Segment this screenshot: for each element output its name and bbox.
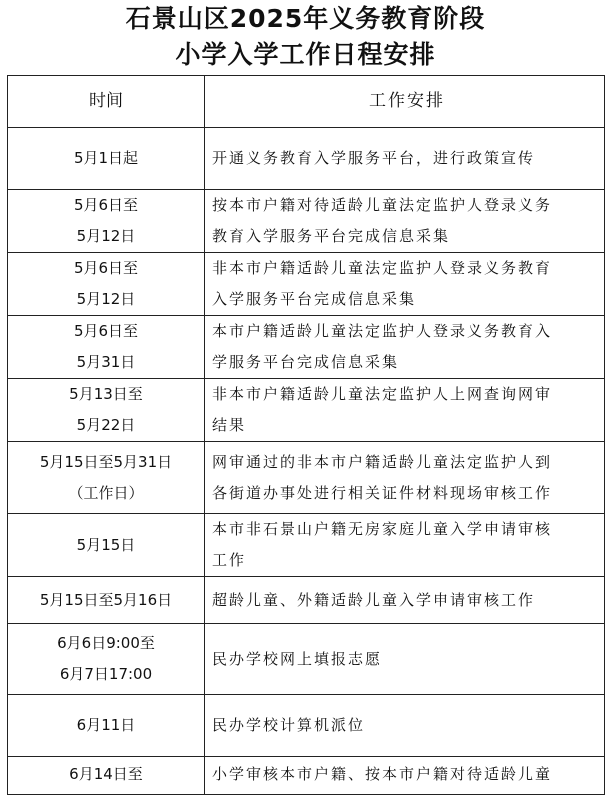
table-row — [8, 577, 605, 624]
header-task: 工作安排 — [205, 76, 605, 128]
table-row-partial — [8, 757, 605, 795]
row-time-line: 6月11日 — [76, 716, 136, 734]
row-task — [205, 190, 605, 253]
row-task — [205, 316, 605, 379]
row-time-line: 5月13日至 — [69, 385, 143, 403]
row-task-line: 本市户籍适龄儿童法定监护人登录义务教育入 — [212, 322, 553, 340]
row-task-line: 非本市户籍适龄儿童法定监护人上网查询网审 — [212, 385, 553, 403]
row-time-line: 5月6日至 — [73, 196, 139, 214]
table-row — [8, 190, 605, 253]
row-time-line: 5月15日至5月31日 — [39, 452, 173, 471]
header-time: 时间 — [8, 76, 205, 128]
row-time-line: 5月1日起 — [73, 149, 139, 167]
schedule-table — [7, 75, 605, 795]
row-time — [8, 442, 205, 514]
row-time — [8, 253, 205, 316]
row-time — [8, 190, 205, 253]
row-time-line: 5月15日至5月16日 — [39, 590, 173, 609]
row-task-line: 本市非石景山户籍无房家庭儿童入学申请审核 — [212, 520, 553, 538]
page-title-line-1: 石景山区2025年义务教育阶段 — [125, 4, 486, 33]
row-task-line: 开通义务教育入学服务平台，进行政策宣传 — [212, 149, 536, 167]
row-time-line: （工作日） — [68, 483, 144, 502]
row-time — [8, 128, 205, 190]
row-task — [205, 577, 605, 624]
row-time-line: 5月12日 — [76, 290, 136, 308]
row-task-line: 学服务平台完成信息采集 — [212, 353, 400, 371]
row-time — [8, 316, 205, 379]
row-task — [205, 514, 605, 577]
row-task-line: 超龄儿童、外籍适龄儿童入学申请审核工作 — [212, 590, 536, 609]
row-time-line: 6月7日17:00 — [59, 665, 153, 683]
table-header-row — [8, 76, 605, 128]
row-task-line: 教育入学服务平台完成信息采集 — [212, 227, 451, 245]
table-row — [8, 442, 605, 514]
row-task-line: 入学服务平台完成信息采集 — [212, 290, 417, 308]
row-task-line: 网审通过的非本市户籍适龄儿童法定监护人到 — [212, 452, 553, 471]
row-time-line: 5月6日至 — [73, 322, 139, 340]
row-task-line: 非本市户籍适龄儿童法定监护人登录义务教育 — [212, 259, 553, 277]
table-row — [8, 514, 605, 577]
row-time — [8, 379, 205, 442]
row-time-line: 5月31日 — [76, 353, 136, 371]
row-time-line: 6月6日9:00至 — [57, 634, 155, 652]
row-task-line: 工作 — [212, 551, 247, 569]
row-time-line: 5月22日 — [76, 416, 136, 434]
row-task — [205, 624, 605, 695]
row-time-line: 5月6日至 — [73, 259, 139, 277]
row-task-line: 结果 — [212, 416, 247, 434]
row-task-line: 各街道办事处进行相关证件材料现场审核工作 — [212, 483, 553, 502]
row-task — [205, 379, 605, 442]
page-title-line-2: 小学入学工作日程安排 — [175, 40, 436, 69]
table-row — [8, 379, 605, 442]
row-time-line: 5月12日 — [76, 227, 136, 245]
row-task — [205, 128, 605, 190]
table-row — [8, 624, 605, 695]
row-task-line: 民办学校计算机派位 — [212, 716, 366, 734]
row-task-line: 按本市户籍对待适龄儿童法定监护人登录义务 — [212, 196, 553, 214]
row-time — [8, 514, 205, 577]
table-row — [8, 316, 605, 379]
row-time — [8, 695, 205, 757]
row-task — [205, 695, 605, 757]
table-row — [8, 695, 605, 757]
row-task — [205, 757, 605, 795]
row-task — [205, 442, 605, 514]
row-time-line: 6月14日至 — [69, 765, 143, 783]
table-row — [8, 253, 605, 316]
row-time — [8, 624, 205, 695]
row-task-line: 民办学校网上填报志愿 — [212, 649, 383, 668]
row-time — [8, 757, 205, 795]
row-task — [205, 253, 605, 316]
row-time-line: 5月15日 — [76, 535, 136, 554]
row-task-line: 小学审核本市户籍、按本市户籍对待适龄儿童 — [212, 765, 553, 783]
table-row — [8, 128, 605, 190]
row-time — [8, 577, 205, 624]
